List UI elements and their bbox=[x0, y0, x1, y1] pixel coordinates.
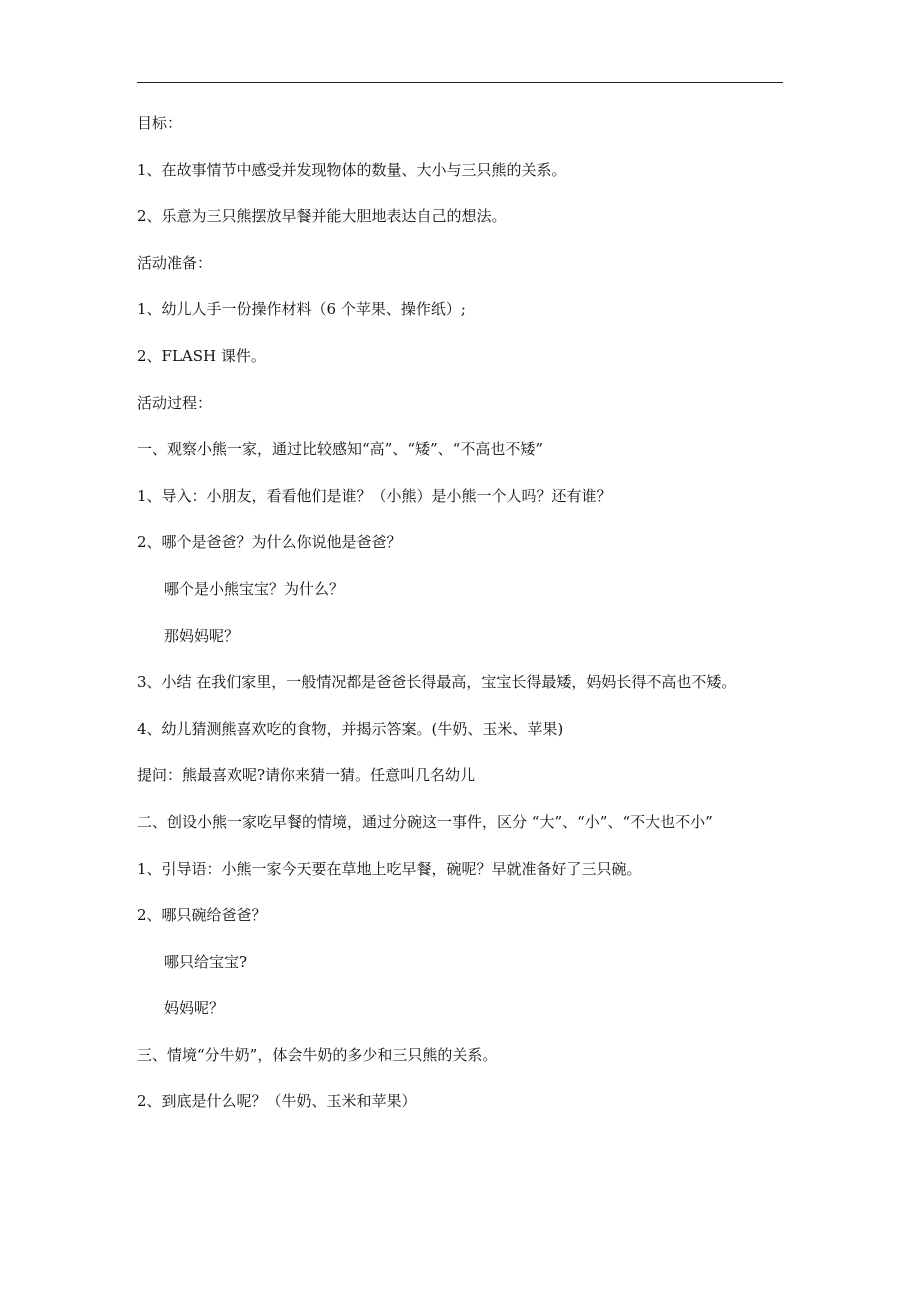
doc-line: 4、幼儿猜测熊喜欢吃的食物，并揭示答案。(牛奶、玉米、苹果) bbox=[137, 719, 564, 738]
doc-line: 活动过程： bbox=[137, 393, 213, 412]
header-rule bbox=[137, 82, 783, 83]
doc-line: 2、乐意为三只熊摆放早餐并能大胆地表达自己的想法。 bbox=[137, 207, 507, 226]
doc-line: 一、观察小熊一家，通过比较感知“高”、“矮”、“不高也不矮” bbox=[137, 440, 544, 459]
doc-line: 1、在故事情节中感受并发现物体的数量、大小与三只熊的关系。 bbox=[137, 160, 567, 179]
doc-line: 目标： bbox=[137, 114, 183, 132]
doc-line: 三、情境“分牛奶”，体会牛奶的多少和三只熊的关系。 bbox=[137, 1045, 498, 1064]
doc-line: 活动准备： bbox=[137, 253, 213, 272]
doc-line: 二、创设小熊一家吃早餐的情境，通过分碗这一事件，区分 “大”、“小”、“不大也不小” bbox=[137, 812, 713, 831]
doc-line: 哪只给宝宝? bbox=[164, 952, 248, 971]
doc-line: 2、到底是什么呢？（牛奶、玉米和苹果） bbox=[137, 1092, 417, 1111]
doc-line: 1、导入：小朋友，看看他们是谁？（小熊）是小熊一个人吗？还有谁？ bbox=[137, 486, 612, 505]
doc-line: 2、FLASH 课件。 bbox=[137, 346, 266, 365]
doc-line: 1、幼儿人手一份操作材料（6 个苹果、操作纸）; bbox=[137, 300, 466, 319]
doc-line: 提问：熊最喜欢呢?请你来猜一猜。任意叫几名幼儿 bbox=[137, 766, 476, 785]
doc-line: 哪个是小熊宝宝？为什么？ bbox=[164, 579, 345, 598]
doc-line: 那妈妈呢？ bbox=[164, 626, 240, 645]
doc-line: 3、小结 在我们家里，一般情况都是爸爸长得最高，宝宝长得最矮，妈妈长得不高也不矮。 bbox=[137, 673, 737, 692]
document-body bbox=[137, 113, 797, 1138]
doc-line: 1、引导语：小熊一家今天要在草地上吃早餐，碗呢？早就准备好了三只碗。 bbox=[137, 859, 642, 878]
doc-line: 2、哪个是爸爸？为什么你说他是爸爸？ bbox=[137, 533, 402, 552]
doc-line: 2、哪只碗给爸爸？ bbox=[137, 906, 267, 925]
doc-line: 妈妈呢？ bbox=[164, 999, 225, 1018]
